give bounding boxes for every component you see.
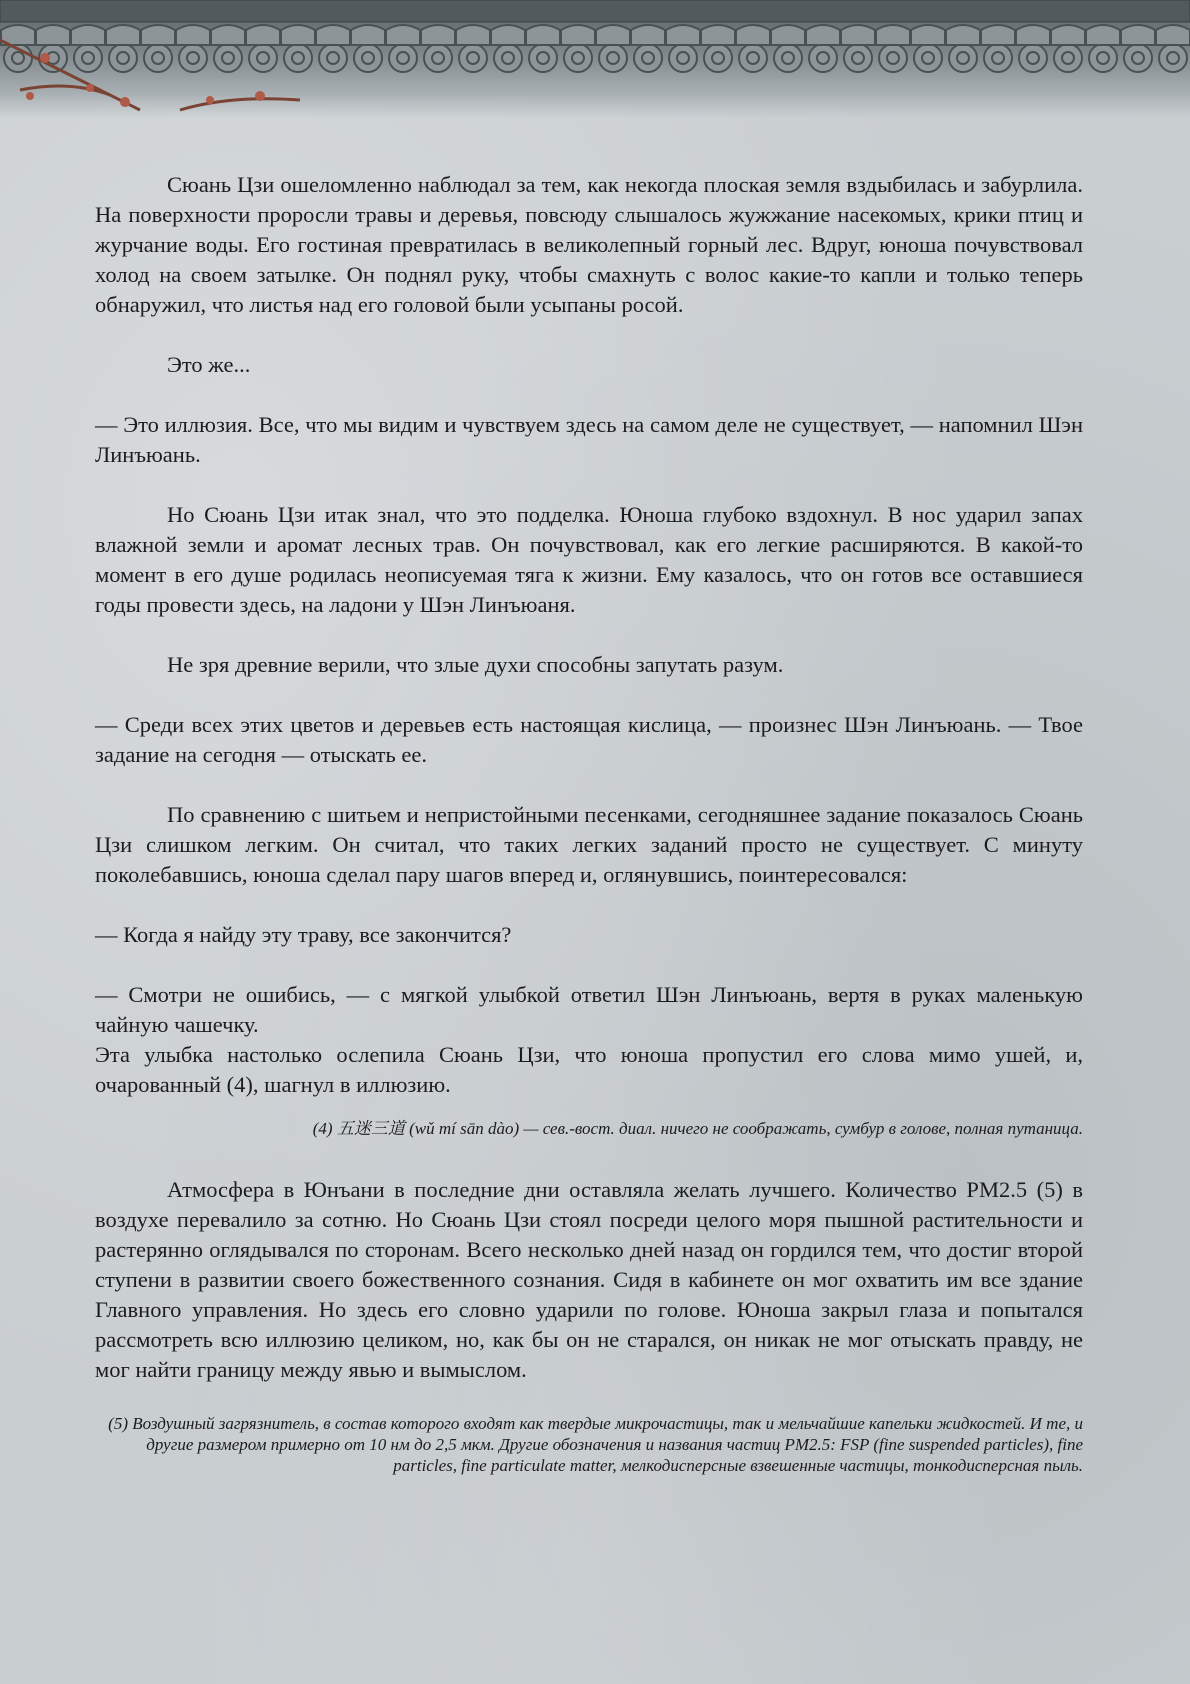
roof-tile [281,25,315,45]
roof-tile-end [844,44,872,72]
roof-tile [316,25,350,45]
roof-tile [631,25,665,45]
roof-tile-end [1089,44,1117,72]
roof-tile-end [494,44,522,72]
roof-tile [1156,25,1190,45]
roof-tile-end [284,44,312,72]
roof-tile-end [529,44,557,72]
paragraph-10: Эта улыбка настолько ослепила Сюань Цзи, что юноша пропустил его слова мимо ушей, и, очарованный (4), шагнул в иллюзию. [95,1042,1083,1097]
roof-tile [666,25,700,45]
roof-tile [246,25,280,45]
footnote-5: (5) Воздушный загрязнитель, в состав которого входят как твердые микрочастицы, так и мельчайшие капельки жидкостей. И те, и другие размером примерно от 10 нм до 2,5 мкм. Другие обозначения и названия частиц PM2.5: FSP (fine suspended particles), fine particles, fine particulate matter, мелкодисперсные взвешенные частицы, тонкодисперсная пыль. [108,1414,1083,1475]
paragraph-1: Сюань Цзи ошеломленно наблюдал за тем, как некогда плоская земля вздыбилась и забурлила. На поверхности проросли травы и деревья, повсюду слышалось жужжание насекомых, крики птиц и журчание воды. Его гостиная превратилась в великолепный горный лес. Вдруг, юноша почувствовал холод на своем затылке. Он поднял руку, чтобы смахнуть с волос какие-то капли и только теперь обнаружил, что листья над его головой были усыпаны росой. [95,172,1083,317]
paragraph-3: — Это иллюзия. Все, что мы видим и чувствуем здесь на самом деле не существует, — напомнил Шэн Линъюань. [95,412,1083,467]
roof-tile-end [214,44,242,72]
roof-tile-end [669,44,697,72]
footnote-4: (4) 五迷三道 (wǔ mí sān dào) — сев.-вост. диал. ничего не соображать, сумбур в голове, полная путаница. [312,1119,1083,1138]
roof-tile [351,25,385,45]
roof-tile [911,25,945,45]
roof-decoration-illustration [0,0,1190,118]
roof-tile [421,25,455,45]
roof-tile-end [424,44,452,72]
roof-tile [1121,25,1155,45]
roof-tile-end [1159,44,1187,72]
paragraph-11: Атмосфера в Юнъани в последние дни оставляла желать лучшего. Количество PM2.5 (5) в воздухе перевалило за сотню. Но Сюань Цзи стоял посреди целого моря пышной растительности и растерянно оглядывался по сторонам. Всего несколько дней назад он гордился тем, что достиг второй ступени в развитии своего божественного сознания. Сидя в кабинете он мог охватить им все здание Главного управления. Но здесь его словно ударили по голове. Юноша закрыл глаза и попытался рассмотреть всю иллюзию целиком, но, как бы он не старался, он никак не мог отыскать правду, не мог найти границу между явью и вымыслом. [95,1177,1083,1382]
roof-tile [596,25,630,45]
paragraph-2: Это же... [167,352,251,377]
roof-tile-end [914,44,942,72]
roof-tile-end [249,44,277,72]
roof-tile-end [564,44,592,72]
roof-tile [701,25,735,45]
roof-tile [36,25,70,45]
roof-tile [806,25,840,45]
roof-tile [211,25,245,45]
roof-tile-end [74,44,102,72]
roof-tile-end [179,44,207,72]
roof-tile [386,25,420,45]
roof-tile-end [109,44,137,72]
paragraph-6: — Среди всех этих цветов и деревьев есть настоящая кислица, — произнес Шэн Линъюань. — Твое задание на сегодня — отыскать ее. [95,712,1083,767]
roof-tile-end [739,44,767,72]
paragraph-5: Не зря древние верили, что злые духи способны запутать разум. [167,652,784,677]
roof-tile-end [354,44,382,72]
roof-tile [1016,25,1050,45]
roof-tile [736,25,770,45]
roof-tile-end [599,44,627,72]
roof-tile-end [704,44,732,72]
roof-tile-end [634,44,662,72]
roof-tile [141,25,175,45]
roof-tile [876,25,910,45]
roof-tile-end [1124,44,1152,72]
roof-tile-end [984,44,1012,72]
roof-tile [526,25,560,45]
roof-tile [841,25,875,45]
roof-tile-end [774,44,802,72]
roof-tile-end [809,44,837,72]
roof-tile [106,25,140,45]
roof-tile [71,25,105,45]
roof-tile [491,25,525,45]
roof-tile [981,25,1015,45]
roof-tile [946,25,980,45]
roof-tile-end [879,44,907,72]
roof-tile-end [144,44,172,72]
roof-tile-end [1019,44,1047,72]
paragraph-8: — Когда я найду эту траву, все закончится? [95,922,512,947]
roof-tile [771,25,805,45]
roof-tile-end [319,44,347,72]
roof-tile [456,25,490,45]
roof-tile-end [389,44,417,72]
paragraph-4: Но Сюань Цзи итак знал, что это подделка. Юноша глубоко вздохнул. В нос ударил запах влажной земли и аромат лесных трав. Он почувствовал, как его легкие расширяются. В какой-то момент в его душе родилась неописуемая тяга к жизни. Ему казалось, что он готов все оставшиеся годы провести здесь, на ладони у Шэн Линъюаня. [95,502,1083,617]
roof-tile-end [459,44,487,72]
paragraph-9: — Смотри не ошибись, — с мягкой улыбкой ответил Шэн Линъюань, вертя в руках маленькую чайную чашечку. [95,982,1083,1037]
roof-tile [1086,25,1120,45]
roof-tile [1051,25,1085,45]
roof-tile-end [1054,44,1082,72]
document-page [95,170,1083,1476]
roof-tile [176,25,210,45]
roof-tile [561,25,595,45]
paragraph-7: По сравнению с шитьем и непристойными песенками, сегодняшнее задание показалось Сюань Цзи слишком легким. Он считал, что таких легких заданий просто не существует. С минуту поколебавшись, юноша сделал пару шагов вперед и, оглянувшись, поинтересовался: [95,802,1083,887]
roof-tile-end [949,44,977,72]
